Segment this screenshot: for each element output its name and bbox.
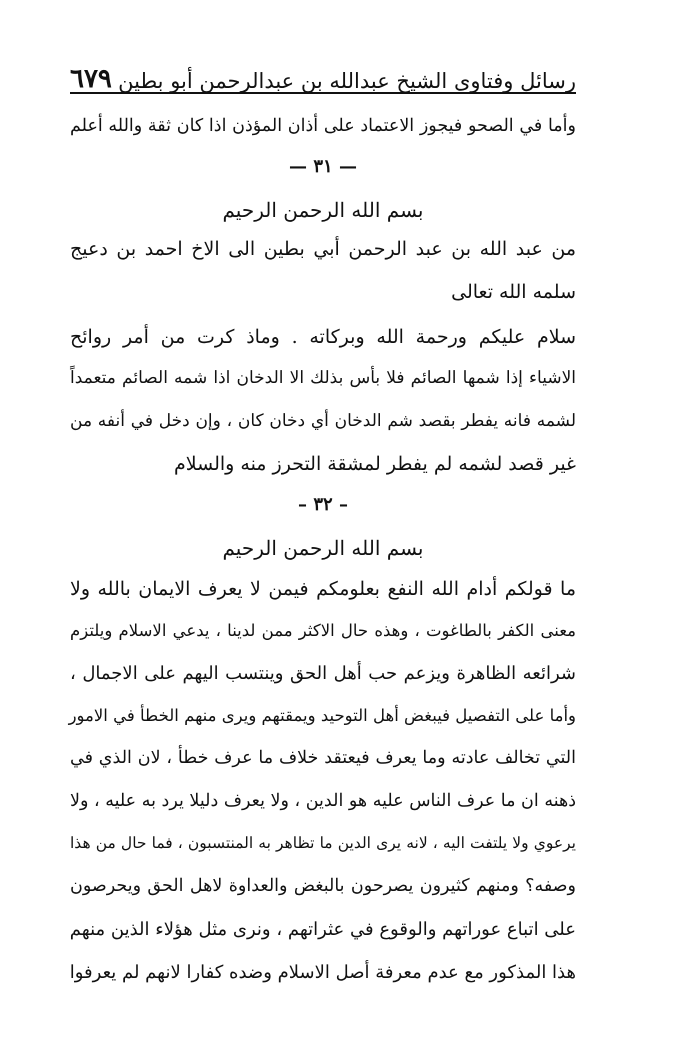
text-line: ما قولكم أدام الله النفع بعلومكم فيمن لا يعرف الايمان بالله ولا — [70, 578, 576, 600]
text-line: غير قصد لشمه لم يفطر لمشقة التحرز منه والسلام — [174, 453, 576, 475]
intro-line: وأما في الصحو فيجوز الاعتماد على أذان المؤذن اذا كان ثقة والله أعلم — [70, 116, 576, 136]
basmala-32: بسم الله الرحمن الرحيم — [222, 536, 424, 560]
text-line: هذا المذكور مع عدم معرفة أصل الاسلام وضده كفارا لانهم لم يعرفوا — [69, 962, 576, 983]
text-line: الاشياء إذا شمها الصائم فلا بأس بذلك الا الدخان اذا شمه الصائم متعمداً — [70, 368, 576, 388]
text-line: معنى الكفر بالطاغوت ، وهذه حال الاكثر ممن لدينا ، يدعي الاسلام ويلتزم — [70, 621, 576, 640]
section-number-32: – ٣٢ – — [298, 494, 348, 515]
text-line: وأما على التفصيل فيبغض أهل التوحيد ويمقتهم ويرى منهم الخطأ في الامور — [68, 706, 576, 725]
text-line: التي تخالف عادته وما يعرف فيعتقد خلاف ما عرف خطأ ، لان الذي في — [70, 748, 576, 768]
basmala-31: بسم الله الرحمن الرحيم — [222, 198, 424, 222]
text-line: شرائعه الظاهرة ويزعم حب أهل الحق وينتسب اليهم على الاجمال ، — [70, 663, 576, 684]
text-line: وصفه؟ ومنهم كثيرون يصرحون بالبغض والعداوة لاهل الحق ويحرصون — [70, 876, 576, 896]
header-rule — [70, 92, 576, 94]
section-number-31: — ٣١ — — [289, 156, 357, 177]
text-line: ذهنه ان ما عرف الناس عليه هو الدين ، ولا يعرف دليلا يرد به عليه ، ولا — [70, 791, 576, 811]
text-line: على اتباع عوراتهم والوقوع في عثراتهم ، ونرى مثل هؤلاء الذين منهم — [69, 919, 576, 940]
text-line: يرعوي ولا يلتفت اليه ، لانه يرى الدين ما تظاهر به المنتسبون ، فما حال من هذا — [70, 834, 576, 852]
text-line: من عبد الله بن عبد الرحمن أبي بطين الى الاخ احمد بن دعيج — [70, 238, 576, 260]
text-line: لشمه فانه يفطر بقصد شم الدخان أي دخان كان ، وإن دخل في أنفه من — [70, 411, 576, 431]
text-line: سلام عليكم ورحمة الله وبركاته . وماذ كرت من أمر روائح — [70, 326, 576, 348]
page-header — [70, 52, 576, 92]
page-number: ٦٧٩ — [70, 64, 112, 94]
text-line: سلمه الله تعالى — [451, 281, 576, 303]
running-title: رسائل وفتاوى الشيخ عبدالله بن عبدالرحمن أبو بطين — [118, 69, 576, 93]
